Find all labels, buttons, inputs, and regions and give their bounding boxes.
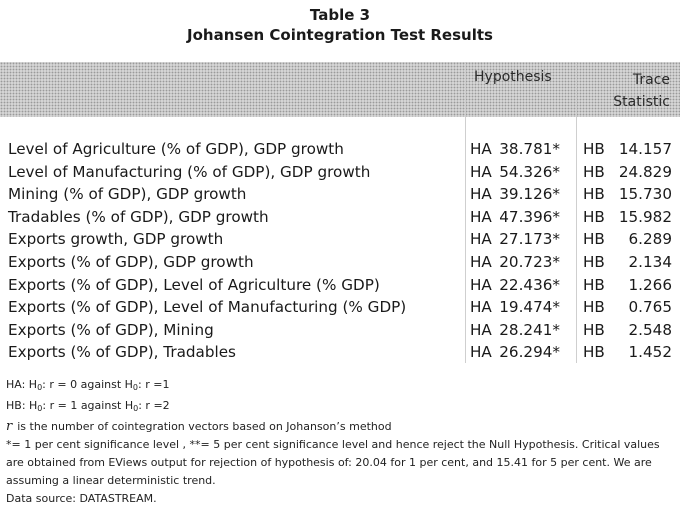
hb-tag: HB bbox=[583, 298, 605, 317]
ha-statistic: 26.294* bbox=[499, 343, 560, 362]
trace-statistic: 2.548 bbox=[628, 320, 672, 339]
row-label: Level of Agriculture (% of GDP), GDP growth bbox=[8, 140, 344, 158]
ha-tag: HA bbox=[470, 320, 492, 339]
row-label: Exports growth, GDP growth bbox=[8, 230, 224, 249]
row-label: Tradables (% of GDP), GDP growth bbox=[8, 207, 269, 226]
hb-tag: HB bbox=[583, 275, 605, 294]
trace-statistic: 1.452 bbox=[628, 343, 672, 362]
ha-statistic: 19.474* bbox=[499, 298, 560, 317]
trace-statistic: 0.765 bbox=[628, 298, 672, 317]
note-hb-subscript-2: 0 bbox=[133, 404, 139, 413]
row-label: Mining (% of GDP), GDP growth bbox=[8, 185, 247, 204]
table-row bbox=[8, 206, 672, 229]
note-hb-prefix: HB: H bbox=[6, 399, 38, 412]
note-hb-subscript-1: 0 bbox=[37, 404, 43, 413]
trace-statistic: 14.157 bbox=[618, 140, 672, 158]
ha-tag: HA bbox=[470, 185, 492, 204]
trace-statistic-header bbox=[613, 69, 670, 113]
note-hb-mid: : r = 1 against H bbox=[42, 399, 134, 412]
hb-tag: HB bbox=[583, 162, 605, 181]
row-label: Exports (% of GDP), Level of Manufacturing (% GDP) bbox=[8, 298, 407, 317]
table-header-band bbox=[0, 62, 680, 117]
note-ha-mid: : r = 0 against H bbox=[42, 378, 133, 391]
hb-tag: HB bbox=[583, 140, 605, 158]
trace-header-line2: Statistic bbox=[613, 94, 670, 110]
table-row bbox=[8, 341, 672, 364]
ha-tag: HA bbox=[470, 275, 492, 294]
ha-statistic: 20.723* bbox=[499, 252, 560, 271]
note-hb-end: : r =2 bbox=[138, 399, 170, 412]
ha-statistic: 22.436* bbox=[499, 275, 560, 294]
ha-statistic: 54.326* bbox=[499, 162, 560, 181]
hb-tag: HB bbox=[583, 185, 605, 204]
note-ha-prefix: HA: H bbox=[6, 378, 38, 391]
row-label: Exports (% of GDP), Tradables bbox=[8, 343, 236, 362]
trace-statistic: 2.134 bbox=[628, 252, 672, 271]
ha-statistic: 28.241* bbox=[499, 320, 560, 339]
trace-statistic: 15.730 bbox=[618, 185, 672, 204]
table-row bbox=[8, 251, 672, 274]
row-label: Exports (% of GDP), GDP growth bbox=[8, 252, 254, 271]
trace-statistic: 24.829 bbox=[618, 162, 672, 181]
row-label: Exports (% of GDP), Mining bbox=[8, 320, 214, 339]
note-ha-subscript-1: 0 bbox=[37, 383, 43, 392]
ha-statistic: 38.781* bbox=[499, 140, 560, 158]
table-row bbox=[8, 274, 672, 297]
note-r-symbol: r bbox=[6, 419, 13, 434]
table-body bbox=[8, 138, 672, 364]
note-hb bbox=[6, 397, 674, 418]
trace-statistic: 1.266 bbox=[628, 275, 672, 294]
trace-statistic: 15.982 bbox=[618, 207, 672, 226]
table-row bbox=[8, 228, 672, 251]
hb-tag: HB bbox=[583, 252, 605, 271]
table-row bbox=[8, 183, 672, 206]
ha-tag: HA bbox=[470, 140, 492, 158]
table-title-block bbox=[0, 6, 680, 45]
ha-tag: HA bbox=[470, 252, 492, 271]
trace-header-line1: Trace bbox=[632, 72, 670, 88]
hb-tag: HB bbox=[583, 343, 605, 362]
table-row bbox=[8, 319, 672, 342]
ha-statistic: 39.126* bbox=[499, 185, 560, 204]
note-ha-end: : r =1 bbox=[138, 378, 170, 391]
ha-tag: HA bbox=[470, 230, 492, 249]
table-number: Table 3 bbox=[309, 6, 371, 24]
note-r-definition bbox=[6, 418, 674, 436]
row-label: Level of Manufacturing (% of GDP), GDP growth bbox=[8, 162, 371, 181]
table-title: Johansen Cointegration Test Results bbox=[187, 26, 493, 44]
ha-tag: HA bbox=[470, 207, 492, 226]
note-ha-subscript-2: 0 bbox=[132, 383, 138, 392]
ha-tag: HA bbox=[470, 162, 492, 181]
ha-statistic: 27.173* bbox=[499, 230, 560, 249]
table-notes bbox=[6, 376, 674, 508]
note-r-text: is the number of cointegration vectors based on Johanson’s method bbox=[17, 420, 392, 433]
ha-tag: HA bbox=[470, 298, 492, 317]
trace-statistic: 6.289 bbox=[628, 230, 672, 249]
table-row bbox=[8, 296, 672, 319]
table-row bbox=[8, 161, 672, 184]
table-row bbox=[8, 138, 672, 161]
note-data-source: Data source: DATASTREAM. bbox=[6, 492, 157, 505]
hb-tag: HB bbox=[583, 320, 605, 339]
row-label: Exports (% of GDP), Level of Agriculture (% GDP) bbox=[8, 275, 380, 294]
note-significance: *= 1 per cent significance level , **= 5 per cent significance level and hence reject the Null Hypothesis. Critical values are obtained from EViews output for rejection of hypothesis of: 20.04 for 1 per cent, and 15.41 for 5 per cent. We are assuming a linear deterministic trend. bbox=[6, 438, 660, 487]
hypothesis-header: Hypothesis bbox=[474, 69, 552, 85]
note-ha bbox=[6, 376, 674, 397]
hb-tag: HB bbox=[583, 230, 605, 249]
hb-tag: HB bbox=[583, 207, 605, 226]
ha-tag: HA bbox=[470, 343, 492, 362]
ha-statistic: 47.396* bbox=[499, 207, 560, 226]
